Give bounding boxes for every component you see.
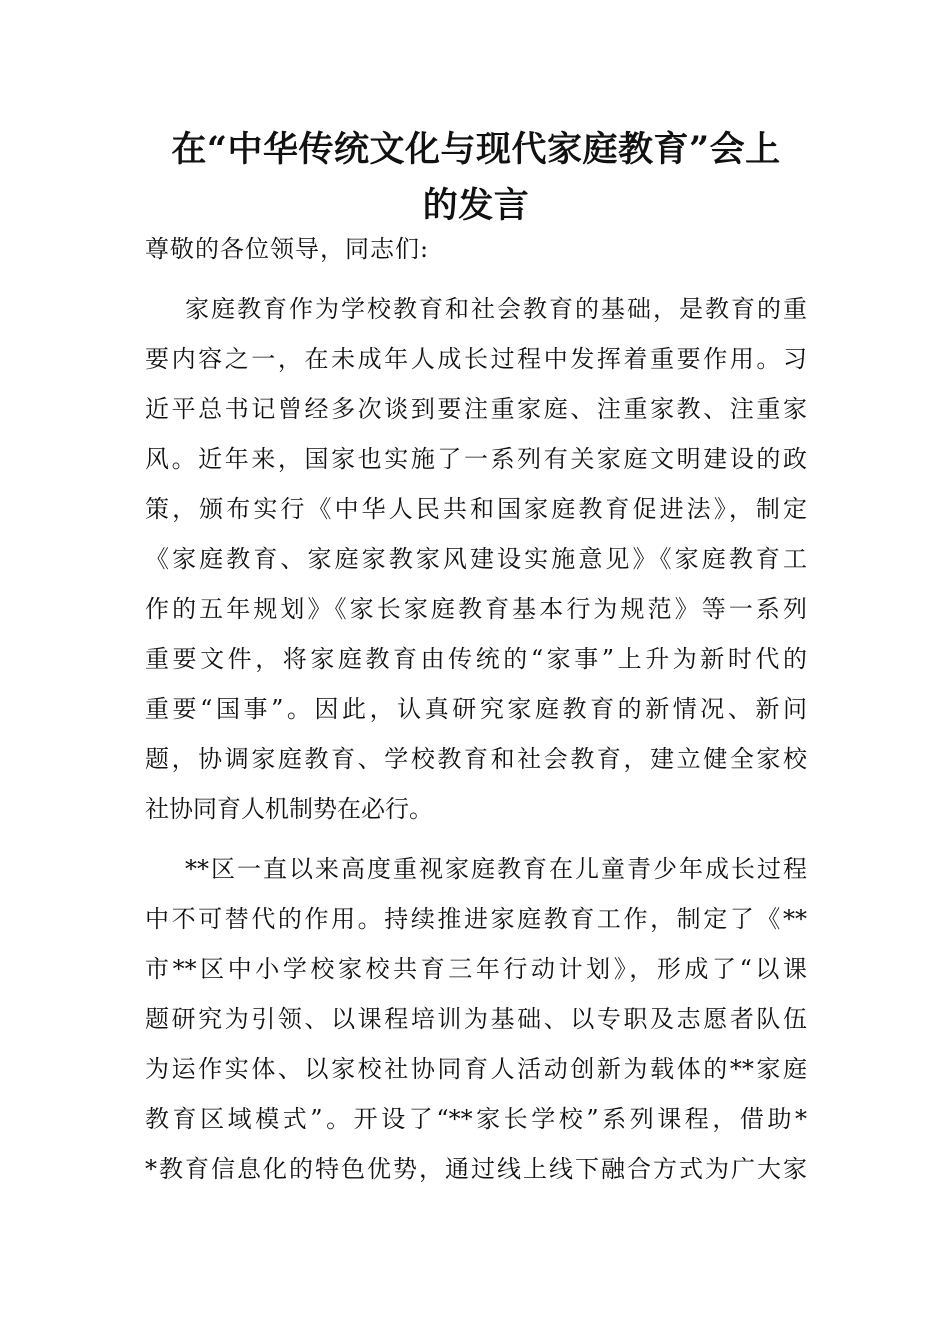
paragraph-1-line: 社协同育人机制势在必行。: [145, 795, 433, 823]
title-line-1: 在“中华传统文化与现代家庭教育”会上: [171, 129, 781, 170]
paragraph-gap: [145, 274, 807, 284]
paragraph-1-line: 风。近年来，国家也实施了一系列有关家庭文明建设的政: [145, 445, 807, 473]
paragraph-1-line: 《家庭教育、家庭家教家风建设实施意见》《家庭教育工: [145, 545, 807, 573]
paragraph-1-line: 近平总书记曾经多次谈到要注重家庭、注重家教、注重家: [145, 395, 807, 423]
paragraph-gap: [145, 834, 807, 844]
paragraph-2-line: **区一直以来高度重视家庭教育在儿童青少年成长过程: [185, 855, 807, 883]
paragraph-2-line: 为运作实体、以家校社协同育人活动创新为载体的**家庭: [145, 1055, 807, 1083]
paragraph-1-line: 要内容之一，在未成年人成长过程中发挥着重要作用。习: [145, 345, 807, 373]
document-title: [120, 122, 832, 234]
paragraph-1-line: 作的五年规划》《家长家庭教育基本行为规范》等一系列: [145, 595, 807, 623]
paragraph-1-line: 重要文件，将家庭教育由传统的“家事”上升为新时代的: [145, 645, 807, 673]
paragraph-2: [145, 844, 807, 1194]
paragraph-1-line: 策，颁布实行《中华人民共和国家庭教育促进法》，制定: [145, 495, 807, 523]
document-body: [145, 224, 807, 1194]
paragraph-1: [145, 284, 807, 834]
title-line-2: 的发言: [422, 185, 530, 226]
greeting: 尊敬的各位领导，同志们:: [145, 235, 430, 263]
paragraph-2-line: 教育区域模式”。开设了“**家长学校”系列课程，借助*: [145, 1105, 807, 1133]
paragraph-2-line: 中不可替代的作用。持续推进家庭教育工作，制定了《**: [145, 905, 807, 933]
paragraph-2-line: *教育信息化的特色优势，通过线上线下融合方式为广大家: [145, 1155, 807, 1183]
paragraph-2-line: 市**区中小学校家校共育三年行动计划》，形成了“以课: [145, 955, 807, 983]
paragraph-2-line: 题研究为引领、以课程培训为基础、以专职及志愿者队伍: [145, 1005, 807, 1033]
paragraph-1-line: 家庭教育作为学校教育和社会教育的基础，是教育的重: [185, 295, 807, 323]
paragraph-1-line: 重要“国事”。因此，认真研究家庭教育的新情况、新问: [145, 695, 807, 723]
paragraph-1-line: 题，协调家庭教育、学校教育和社会教育，建立健全家校: [145, 745, 807, 773]
